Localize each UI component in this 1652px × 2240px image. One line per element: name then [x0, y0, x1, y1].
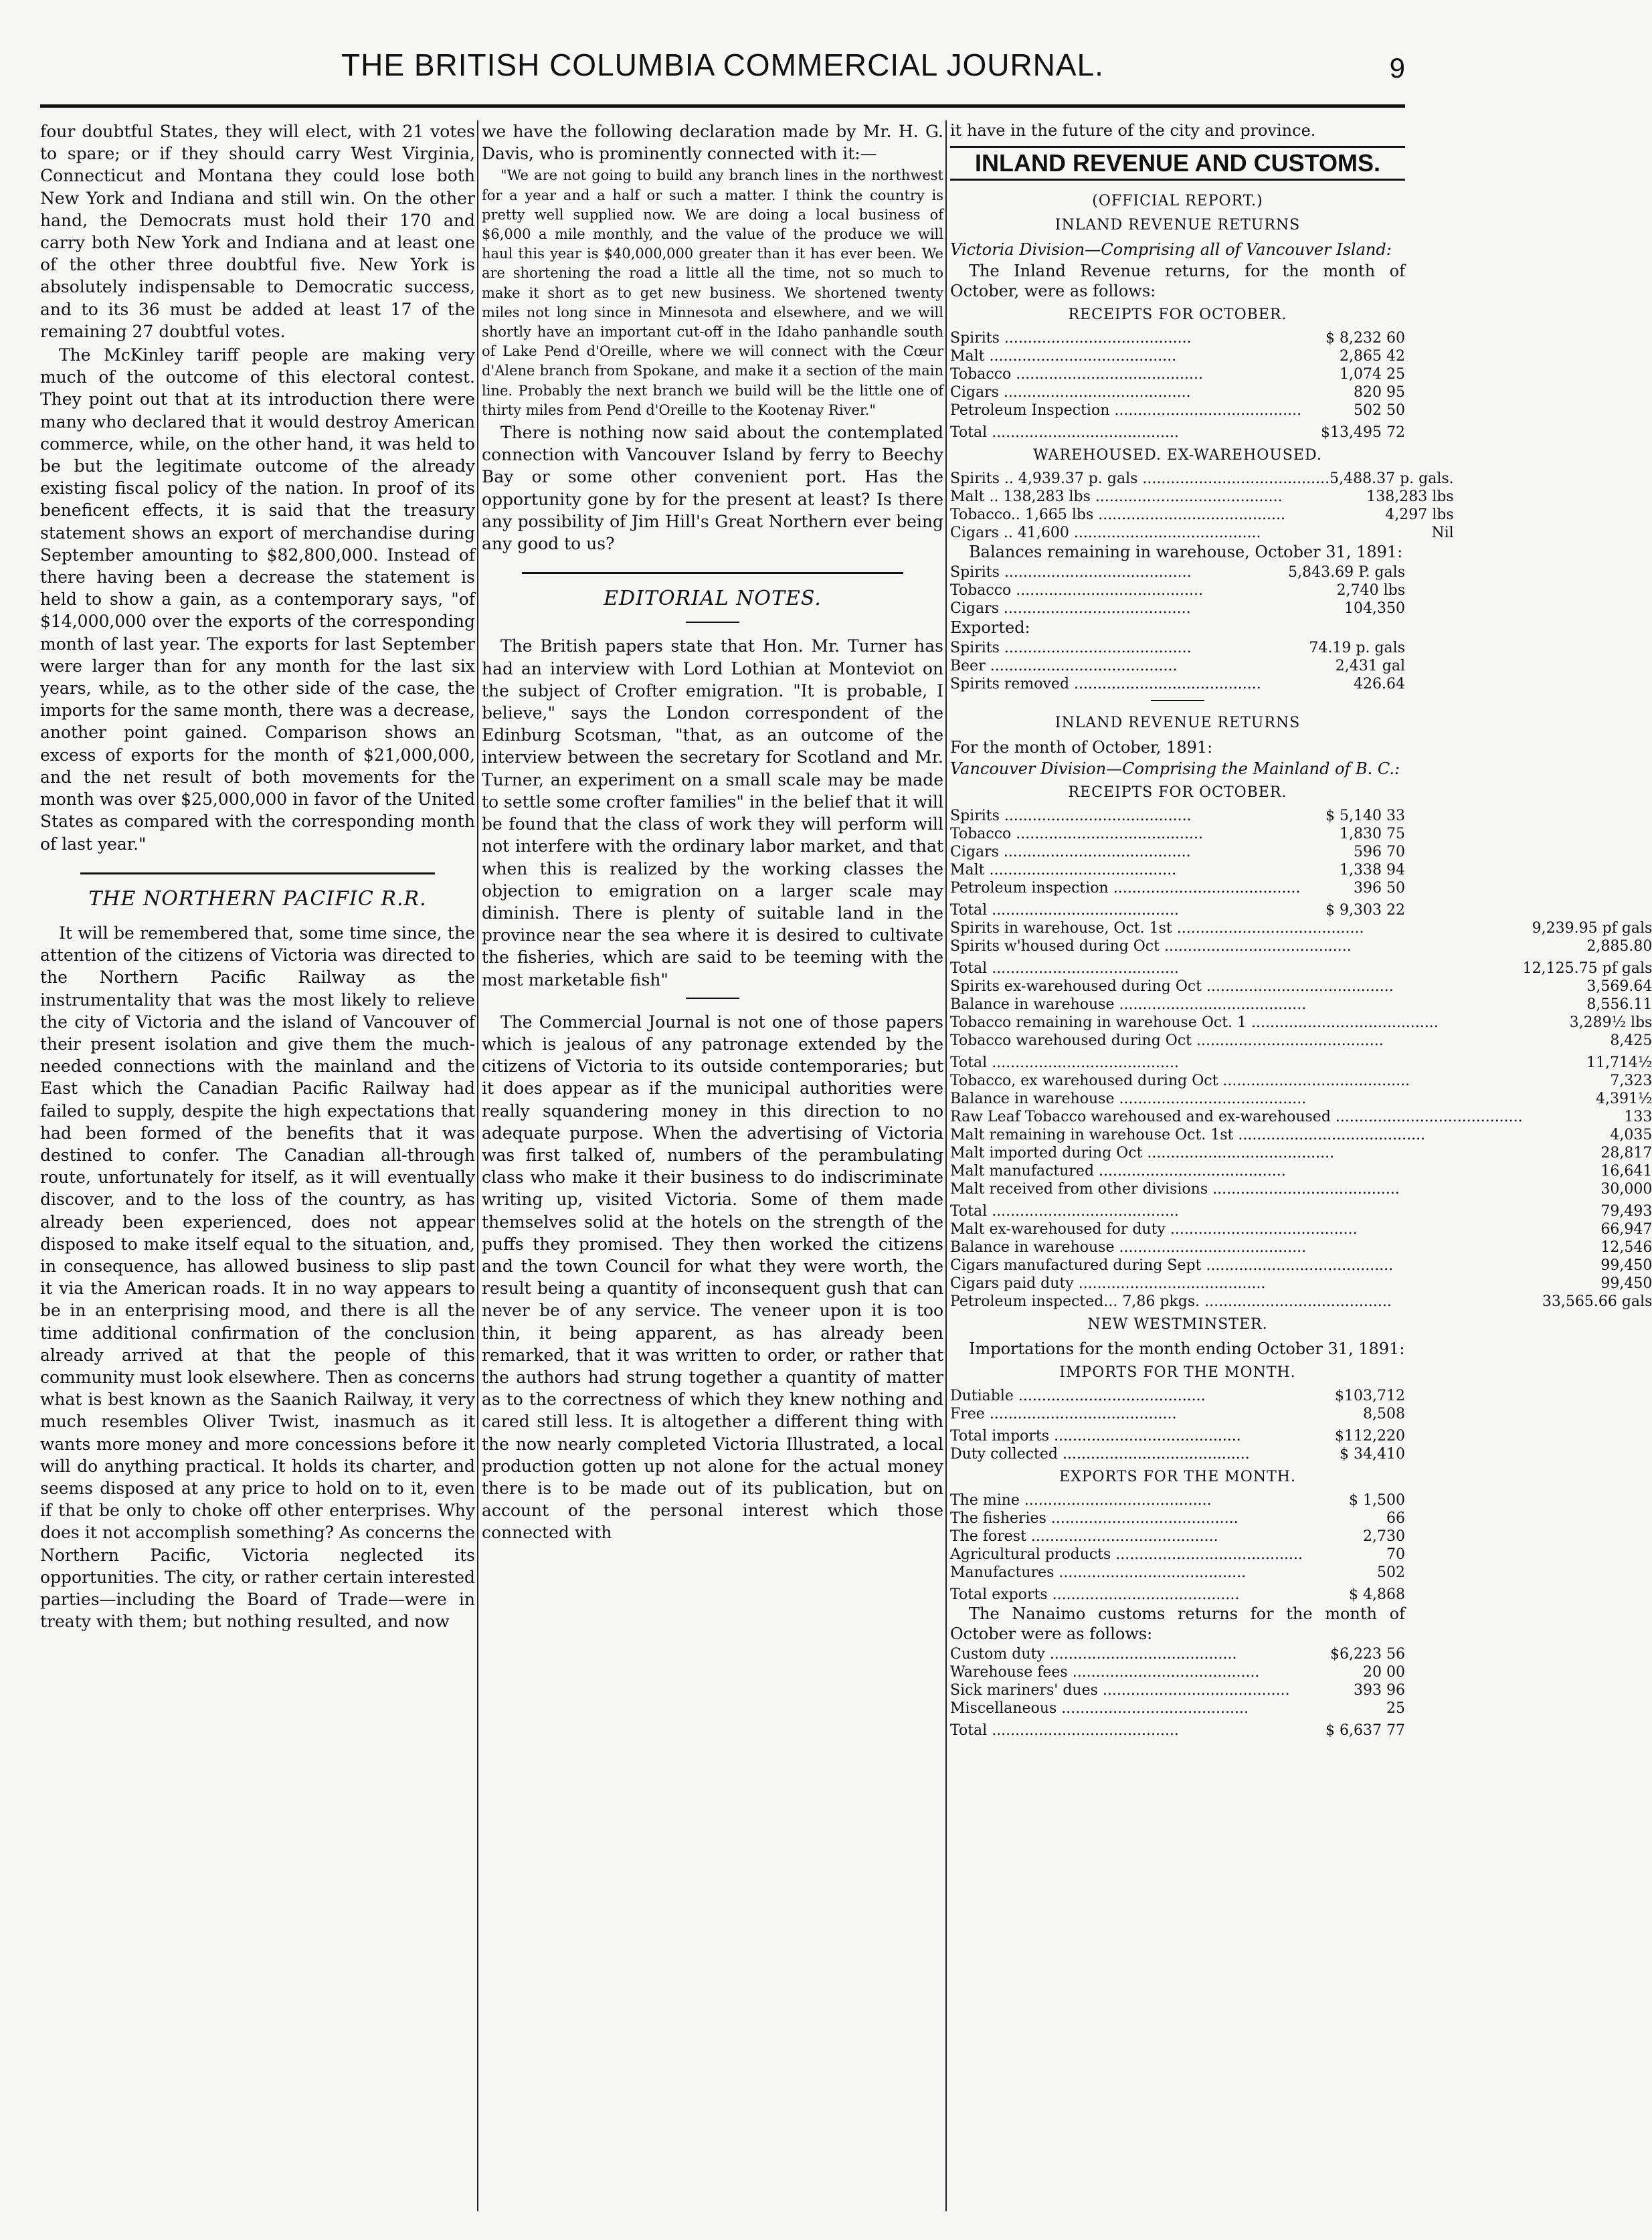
row-value: $ 5,140 33 — [1325, 808, 1405, 824]
row-label: Spirits ........................................ — [950, 564, 1192, 581]
paragraph: The Commercial Journal is not one of those papers which is jealous of any patronage extended by the citizens of Victoria to its outside contemporaries; but it does appear as if the municipal authorities were really squandering money in this direction to no adequate purpose. When the advertising of Victoria was first talked of, numbers of the perambulating class who make it their business to do indiscriminate writing up, visited Victoria. Some of them made themselves solid at the hotels on the strength of the puffs they promised. They then worked the citizens and the town Council for what they were worth, the result being a quantity of inconsequent gush that can never be of any service. The veneer upon it is too thin, it being apparent, as has already been remarked, that it was written to order, or rather that the authors had strung together a quantity of matter as to the correctness of which they knew nothing and cared still less. It is altogether a different thing with the now nearly completed Victoria Illustrated, a local production gotten up not alone for the actual money there is to be made out of its publication, but on account of the personal interest which those connected with — [482, 1012, 943, 1543]
table-row — [950, 977, 1652, 996]
table-row — [950, 1423, 1405, 1445]
masthead — [40, 47, 1405, 100]
table-row — [950, 1032, 1652, 1050]
row-value: 99,450 — [1600, 1275, 1652, 1292]
column-3 — [950, 120, 1652, 2211]
table-row — [950, 861, 1405, 879]
table-row — [950, 1180, 1652, 1198]
warehouse-stock-table — [950, 919, 1652, 1311]
table-row — [950, 1582, 1405, 1604]
row-value: 12,546 — [1600, 1239, 1652, 1256]
row-value: 7,323 — [1610, 1072, 1652, 1089]
paragraph: It will be remembered that, some time since, the attention of the citizens of Victoria was directed to the Northern Pacific Railway as the instrumentality that was the most likely to relieve the city of Victoria and the island of Vancouver of their present isolation and give them the much-needed connections with the mainland and the East which the Canadian Pacific Railway had failed to supply, despite the high expectations that had been formed of the benefits that it was destined to confer. The Canadian all-through route, unfortunately for itself, as it will eventually discover, and to the loss of the country, as has already been experienced, does not appear disposed to make itself equal to the situation, and, in consequence, has allowed business to slip past it via the American roads. It in no way appears to be in an enterprising mood, and there is all the time additional confirmation of the conclusion already arrived at that the people of this community must look elsewhere. Then as concerns what is best known as the Saanich Railway, it very much resembles Oliver Twist, inasmuch as it wants more money and more concessions before it will do anything practical. It holds its charter, and seems disposed at any price to hold on to it, even if that be only to choke off other enterprises. Why does it not accomplish something? As concerns the Northern Pacific, Victoria neglected its opportunities. The city, or rather certain interested parties—including the Board of Trade—were in treaty with them; but nothing resulted, and now — [40, 923, 475, 1632]
row-label: Spirits .. 4,939.37 p. gals ........................................ — [950, 470, 1330, 487]
row-label: Spirits ........................................ — [950, 330, 1192, 347]
row-value: 3,289½ lbs — [1569, 1014, 1652, 1031]
paragraph: it have in the future of the city and province. — [950, 121, 1316, 140]
row-label: The forest ........................................ — [950, 1528, 1218, 1545]
short-rule — [1151, 700, 1204, 701]
row-label: Raw Leaf Tobacco warehoused and ex-warehoused ........................................ — [950, 1109, 1523, 1125]
table-row — [950, 996, 1652, 1014]
table-row — [950, 1681, 1405, 1699]
row-label: Tobacco ........................................ — [950, 826, 1204, 842]
row-label: Petroleum inspection ........................................ — [950, 880, 1301, 897]
table-row — [950, 365, 1405, 383]
table-heading: IMPORTS FOR THE MONTH. — [1059, 1364, 1296, 1381]
receipts-table — [950, 329, 1405, 442]
column-divider — [477, 120, 478, 2211]
row-label: Manufactures ........................................ — [950, 1564, 1247, 1581]
row-value: 426.64 — [1354, 676, 1405, 692]
row-label: Malt received from other divisions ........................................ — [950, 1181, 1400, 1198]
table-row — [950, 506, 1454, 524]
row-value: 8,556.11 — [1586, 996, 1652, 1013]
table-row — [950, 937, 1652, 955]
table-row — [950, 1072, 1652, 1090]
warehoused-table — [950, 470, 1454, 542]
row-value: 138,283 lbs — [1366, 488, 1454, 505]
table-row — [950, 1717, 1405, 1740]
table-row — [950, 1405, 1405, 1423]
table-row — [950, 879, 1405, 897]
row-label: Spirits ........................................ — [950, 640, 1192, 656]
table-row — [950, 401, 1405, 419]
row-label: Tobacco ........................................ — [950, 366, 1204, 383]
row-label: Spirits w'housed during Oct ........................................ — [950, 938, 1352, 955]
row-value: 74.19 p. gals — [1309, 640, 1405, 656]
row-label: Cigars .. 41,600 ........................................ — [950, 525, 1261, 541]
table-row — [950, 1699, 1405, 1717]
row-value: 820 95 — [1354, 384, 1405, 401]
row-label: Malt imported during Oct ........................................ — [950, 1145, 1335, 1161]
subsection-title: INLAND REVENUE RETURNS — [1054, 715, 1301, 731]
table-row — [950, 1014, 1652, 1032]
row-label: Warehouse fees ........................................ — [950, 1664, 1260, 1681]
row-value: 8,508 — [1363, 1406, 1405, 1422]
receipts-table — [950, 807, 1405, 919]
table-row — [950, 1491, 1405, 1509]
section-title: EDITORIAL NOTES. — [604, 587, 822, 611]
row-label: Cigars ........................................ — [950, 844, 1191, 860]
table-row — [950, 1564, 1405, 1582]
table-row — [950, 581, 1405, 599]
paragraph: The Inland Revenue returns, for the month of October, were as follows: — [950, 262, 1405, 300]
row-label: Tobacco ........................................ — [950, 582, 1204, 599]
row-value: 2,865 42 — [1340, 348, 1405, 365]
row-label: Cigars ........................................ — [950, 384, 1191, 401]
table-row — [950, 1238, 1652, 1256]
row-value: 79,493 — [1600, 1203, 1652, 1220]
row-label: Total ........................................ — [950, 1203, 1179, 1220]
row-value: 2,431 gal — [1335, 658, 1405, 674]
row-value: $ 8,232 60 — [1325, 330, 1405, 347]
row-label: Cigars paid duty ........................................ — [950, 1275, 1266, 1292]
row-label: Balance in warehouse ........................................ — [950, 1091, 1307, 1107]
table-row — [950, 1387, 1405, 1405]
row-value: 70 — [1386, 1546, 1405, 1563]
page-number: 9 — [1389, 52, 1405, 84]
row-value: 4,035 — [1610, 1127, 1652, 1143]
column-2 — [482, 120, 943, 2211]
balances-table — [950, 563, 1405, 618]
row-value: $6,223 56 — [1330, 1646, 1405, 1663]
paragraph: four doubtful States, they will elect, with 21 votes to spare; or if they should carry West Virginia, Connecticut and Montana they could lose both New York and Indiana and still win. On the other hand, the Democrats must hold their 170 and carry both New York and Indiana and at least one of the other three doubtful five. New York is absolutely indispensable to Democratic success, and to its 36 must be added at least 17 of the remaining 27 doubtful votes. — [40, 122, 475, 341]
table-row — [950, 563, 1405, 581]
paragraph: The McKinley tariff people are making very much of the outcome of this electoral contest. They point out that at its introduction there were many who declared that it would destroy American commerce, while, on the other hand, it was held to be but the legitimate outcome of the already existing fiscal policy of the nation. In proof of its beneficent effects, it is said that the treasury statement shows an export of merchandise during September amounting to $82,800,000. Instead of there having been a decrease the statement is held to show a gain, as a contemporary says, "of $14,000,000 over the exports of the corresponding month of last year. The exports for last September were larger than for any month for the last six years, while, as to the other side of the case, the imports for the same month, there was a decrease, another point gained. Comparison shows an excess of exports for the month of $21,000,000, and the net result of both movements for the month was over $25,000,000 in favor of the United States as compared with the corresponding month of last year." — [40, 345, 475, 854]
row-value: 99,450 — [1600, 1257, 1652, 1274]
table-row — [950, 419, 1405, 442]
row-value: 1,830 75 — [1340, 826, 1405, 842]
row-value: 1,074 25 — [1340, 366, 1405, 383]
section-rule — [80, 872, 435, 874]
paragraph: There is nothing now said about the contemplated connection with Vancouver Island by ferry to Beechy Bay or some other convenient port. Has the opportunity gone by for the present at least? Is there any possibility of Jim Hill's Great Northern ever being any good to us? — [482, 423, 943, 554]
row-label: Cigars ........................................ — [950, 600, 1191, 617]
table-row — [950, 1144, 1652, 1162]
report-label: (OFFICIAL REPORT.) — [1092, 193, 1263, 209]
table-row — [950, 524, 1454, 542]
division-description: Victoria Division—Comprising all of Vancouver Island: — [950, 240, 1392, 259]
row-label: Cigars manufactured during Sept ........................................ — [950, 1257, 1394, 1274]
row-value: 25 — [1386, 1700, 1405, 1717]
table-row — [950, 1108, 1652, 1126]
row-value: 104,350 — [1344, 600, 1405, 617]
quoted-statement: "We are not going to build any branch lines in the northwest for a year and a half or such a matter. I think the country is pretty well supplied now. We are doing a local business of $6,000 a mile monthly, and the value of the produce we will haul this year is $40,000,000 greater than it has ever been. We are shortening the road a little all the time, not so much to make it short as to get new business. We shortened twenty miles not long since in Minnesota and elsewhere, and we will shortly have an important cut-off in the Idaho panhandle south of Lake Pend d'Oreille, where we will connect with the Cœur d'Alene branch from Spokane, and make it a section of the main line. Probably the next branch we build will be the little one of thirty miles from Pend d'Oreille to the Kootenay River." — [482, 167, 943, 418]
row-label: Sick mariners' dues ........................................ — [950, 1682, 1290, 1699]
row-label: Dutiable ........................................ — [950, 1388, 1206, 1404]
table-row — [950, 1220, 1652, 1238]
row-value: Nil — [1431, 525, 1454, 541]
table-row — [950, 807, 1405, 825]
table-row — [950, 1162, 1652, 1180]
exported-table — [950, 639, 1405, 693]
row-label: Malt manufactured ........................................ — [950, 1163, 1286, 1180]
row-label: Total ........................................ — [950, 1722, 1179, 1739]
row-value: 502 — [1377, 1564, 1405, 1581]
row-label: The mine ........................................ — [950, 1492, 1212, 1509]
row-label: Balance in warehouse ........................................ — [950, 1239, 1307, 1256]
row-label: The fisheries ........................................ — [950, 1510, 1238, 1527]
exports-table — [950, 1491, 1405, 1604]
section-title: THE NORTHERN PACIFIC R.R. — [88, 886, 427, 911]
row-label: Tobacco.. 1,665 lbs ........................................ — [950, 506, 1285, 523]
table-row — [950, 657, 1405, 675]
table-row — [950, 1445, 1405, 1463]
row-label: Total exports ........................................ — [950, 1586, 1240, 1603]
table-heading: Exported: — [950, 618, 1030, 637]
table-row — [950, 919, 1652, 937]
row-label: Free ........................................ — [950, 1406, 1177, 1422]
row-label: Spirits removed ........................................ — [950, 676, 1261, 692]
row-label: Beer ........................................ — [950, 658, 1178, 674]
row-label: Petroleum inspected... 7,86 pkgs. ........................................ — [950, 1293, 1392, 1310]
table-row — [950, 488, 1454, 506]
row-label: Tobacco remaining in warehouse Oct. 1 ........................................ — [950, 1014, 1439, 1031]
table-row — [950, 470, 1454, 488]
table-row — [950, 1090, 1652, 1108]
row-value: 9,239.95 pf gals — [1532, 920, 1652, 937]
row-value: 2,730 — [1363, 1528, 1405, 1545]
subsection-title: NEW WESTMINSTER. — [1087, 1316, 1268, 1333]
row-value: 1,338 94 — [1340, 862, 1405, 878]
row-label: Spirits in warehouse, Oct. 1st ........................................ — [950, 920, 1364, 937]
table-heading: WAREHOUSED. EX-WAREHOUSED. — [1033, 447, 1322, 464]
row-label: Spirits ex-warehoused during Oct ........................................ — [950, 978, 1394, 995]
table-row — [950, 1198, 1652, 1220]
row-label: Tobacco, ex warehoused during Oct ........................................ — [950, 1072, 1410, 1089]
row-value: $103,712 — [1335, 1388, 1405, 1404]
table-row — [950, 329, 1405, 347]
row-value: 4,391½ — [1596, 1091, 1652, 1107]
row-value: 596 70 — [1354, 844, 1405, 860]
row-value: $ 34,410 — [1340, 1446, 1405, 1463]
section-rule — [522, 572, 903, 574]
row-value: $ 9,303 22 — [1325, 902, 1405, 919]
row-label: Malt ........................................ — [950, 348, 1177, 365]
row-value: 66 — [1386, 1510, 1405, 1527]
table-heading: RECEIPTS FOR OCTOBER. — [1068, 306, 1287, 323]
subsection-title: INLAND REVENUE RETURNS — [1054, 217, 1301, 234]
row-value: 3,569.64 — [1586, 978, 1652, 995]
table-row — [950, 825, 1405, 843]
paragraph: we have the following declaration made by Mr. H. G. Davis, who is prominently connected with it:— — [482, 122, 943, 164]
row-value: 20 00 — [1363, 1664, 1405, 1681]
table-row — [950, 1663, 1405, 1681]
section-headline: INLAND REVENUE AND CUSTOMS. — [950, 146, 1405, 181]
paragraph: Importations for the month ending October 31, 1891: — [969, 1339, 1405, 1358]
row-value: 396 50 — [1354, 880, 1405, 897]
paragraph: The Nanaimo customs returns for the month of October were as follows: — [950, 1604, 1405, 1643]
row-label: Petroleum Inspection ........................................ — [950, 402, 1302, 419]
row-label: Total ........................................ — [950, 960, 1179, 977]
row-label: Spirits ........................................ — [950, 808, 1192, 824]
table-row — [950, 897, 1405, 919]
row-label: Balance in warehouse ........................................ — [950, 996, 1307, 1013]
row-value: 16,641 — [1600, 1163, 1652, 1180]
row-value: 12,125.75 pf gals — [1522, 960, 1652, 977]
table-row — [950, 639, 1405, 657]
column-1 — [40, 120, 475, 2211]
row-value: 5,488.37 p. gals. — [1329, 470, 1454, 487]
short-rule — [686, 998, 739, 999]
row-label: Custom duty ........................................ — [950, 1646, 1237, 1663]
masthead-rule — [40, 104, 1405, 108]
table-heading: EXPORTS FOR THE MONTH. — [1059, 1469, 1296, 1485]
table-row — [950, 843, 1405, 861]
table-row — [950, 347, 1405, 365]
paragraph: Balances remaining in warehouse, October 31, 1891: — [969, 543, 1403, 561]
row-label: Malt .. 138,283 lbs ........................................ — [950, 488, 1283, 505]
row-value: 5,843.69 P. gals — [1288, 564, 1405, 581]
row-value: 2,740 lbs — [1336, 582, 1405, 599]
row-value: 33,565.66 gals — [1542, 1293, 1652, 1310]
table-row — [950, 1509, 1405, 1527]
table-row — [950, 1275, 1652, 1293]
imports-table — [950, 1387, 1405, 1463]
paragraph: For the month of October, 1891: — [950, 738, 1213, 757]
row-value: $112,220 — [1335, 1428, 1405, 1444]
row-label: Total ........................................ — [950, 424, 1179, 441]
table-row — [950, 1546, 1405, 1564]
row-label: Total ........................................ — [950, 902, 1179, 919]
row-value: $ 4,868 — [1349, 1586, 1405, 1603]
table-row — [950, 383, 1405, 401]
row-label: Miscellaneous ........................................ — [950, 1700, 1249, 1717]
row-value: 11,714½ — [1586, 1054, 1652, 1071]
nanaimo-table — [950, 1645, 1405, 1740]
row-label: Agricultural products ........................................ — [950, 1546, 1303, 1563]
row-label: Total imports ........................................ — [950, 1428, 1241, 1444]
table-row — [950, 1527, 1405, 1546]
table-heading: RECEIPTS FOR OCTOBER. — [1068, 784, 1287, 801]
row-value: $ 6,637 77 — [1325, 1722, 1405, 1739]
table-row — [950, 1645, 1405, 1663]
journal-title: THE BRITISH COLUMBIA COMMERCIAL JOURNAL. — [341, 48, 1104, 82]
row-value: 4,297 lbs — [1385, 506, 1454, 523]
table-row — [950, 599, 1405, 618]
division-description: Vancouver Division—Comprising the Mainland of B. C.: — [950, 759, 1400, 778]
row-value: 133 — [1624, 1109, 1652, 1125]
row-value: $13,495 72 — [1321, 424, 1405, 441]
column-divider — [945, 120, 947, 2211]
short-rule — [686, 622, 739, 623]
paragraph: The British papers state that Hon. Mr. Turner has had an interview with Lord Lothian at Monteviot on the subject of Crofter emigration. "It is probable, I believe," says the London correspondent of the Edinburg Scotsman, "that, as an outcome of the interview between the secretary for Scotland and Mr. Turner, an experiment on a small scale may be made to settle some crofter families" in the belief that it will be found that the class of work they will perform will not interfere with the ordinary labor market, and that when this is realized by the working classes the objection to emigration on a larger scale may diminish. There is plenty of suitable land in the province near the sea where it is desired to cultivate the fisheries, which are said to be teeming with the most marketable fish" — [482, 636, 943, 990]
table-row — [950, 1256, 1652, 1275]
row-value: 8,425 — [1610, 1032, 1652, 1049]
row-value: 2,885.80 — [1586, 938, 1652, 955]
row-label: Tobacco warehoused during Oct ........................................ — [950, 1032, 1384, 1049]
row-label: Malt ........................................ — [950, 862, 1177, 878]
row-value: 502 50 — [1354, 402, 1405, 419]
row-value: 30,000 — [1600, 1181, 1652, 1198]
row-value: 66,947 — [1600, 1221, 1652, 1238]
row-label: Malt remaining in warehouse Oct. 1st ........................................ — [950, 1127, 1426, 1143]
table-row — [950, 1126, 1652, 1144]
row-label: Total ........................................ — [950, 1054, 1179, 1071]
row-value: 393 96 — [1354, 1682, 1405, 1699]
table-row — [950, 1050, 1652, 1072]
row-value: 28,817 — [1600, 1145, 1652, 1161]
table-row — [950, 675, 1405, 693]
table-row — [950, 1293, 1652, 1311]
table-row — [950, 955, 1652, 977]
row-value: $ 1,500 — [1349, 1492, 1405, 1509]
row-label: Malt ex-warehoused for duty ........................................ — [950, 1221, 1358, 1238]
row-label: Duty collected ........................................ — [950, 1446, 1250, 1463]
